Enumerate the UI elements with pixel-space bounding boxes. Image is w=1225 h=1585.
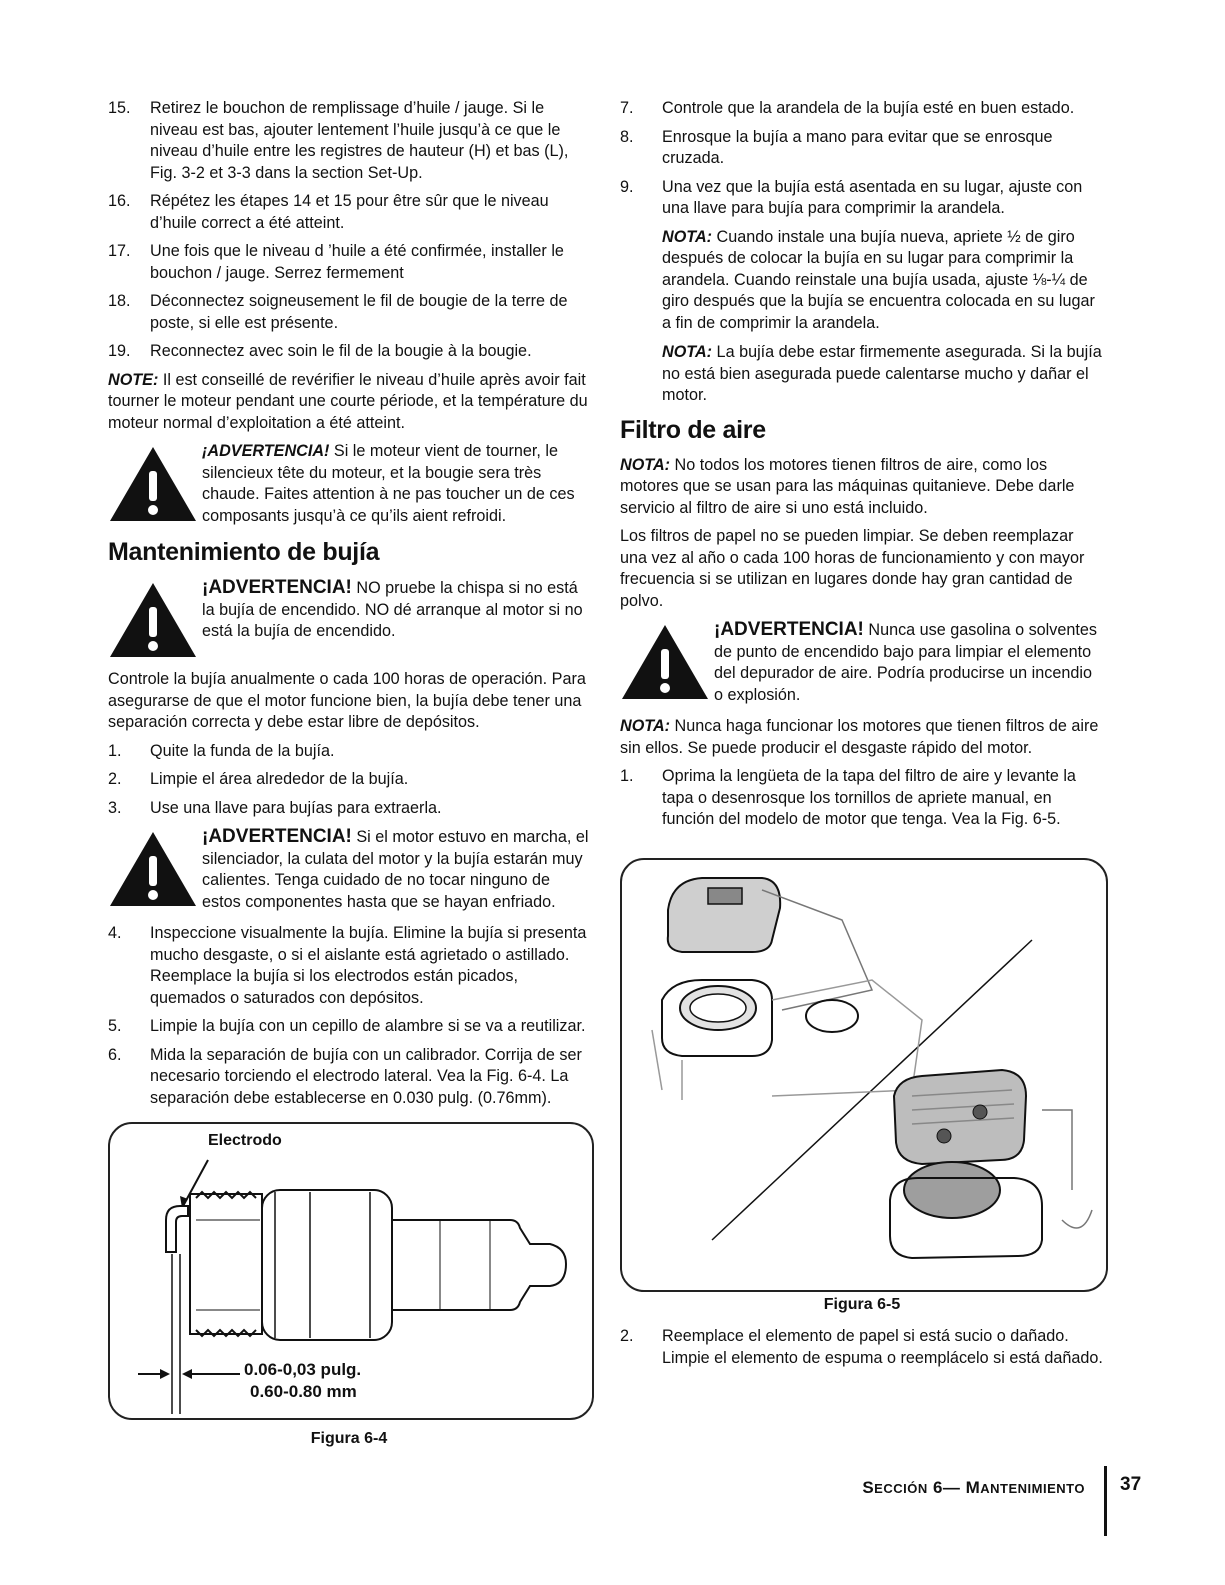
gap-label-inches: 0.06-0,03 pulg.	[244, 1360, 362, 1379]
item-text: Répétez les étapes 14 et 15 pour être sûr que le niveau d’huile correct a été atteint.	[150, 192, 549, 232]
gap-label-mm: 0.60-0.80 mm	[250, 1382, 357, 1401]
note-paragraph	[662, 342, 1105, 407]
item-text: Inspeccione visualmente la bujía. Elimine la bujía si presenta mucho desgaste, o si el aislante está agrietado o astillado. Reemplace la bujía si los electrodos están picados, quemados o saturados con depósitos.	[150, 924, 587, 1007]
list-item	[620, 127, 1105, 170]
left-column	[108, 98, 590, 1116]
item-number: 2.	[620, 1327, 634, 1345]
warning-label: ¡ADVERTENCIA!	[202, 442, 330, 460]
item-number: 16.	[108, 192, 131, 210]
figure-caption: Figura 6-4	[310, 1430, 388, 1447]
item-number: 2.	[108, 770, 122, 788]
item-text: Limpie el área alrededor de la bujía.	[150, 770, 409, 788]
right-column-bottom	[620, 1326, 1105, 1376]
list-item	[620, 766, 1105, 831]
item-text: Controle que la arandela de la bujía esté en buen estado.	[662, 99, 1075, 117]
section-heading: Filtro de aire	[620, 415, 766, 444]
list-item	[108, 1016, 590, 1038]
item-number: 5.	[108, 1017, 122, 1035]
warning-triangle-icon	[108, 830, 198, 908]
item-number: 19.	[108, 342, 131, 360]
list-item	[108, 769, 590, 791]
note-text: La bujía debe estar firmemente asegurada. Si la bujía no está bien asegurada puede calentarse mucho y dañar el motor.	[662, 343, 1102, 404]
list-item	[108, 341, 590, 363]
warning-triangle-icon	[108, 581, 198, 659]
note-text: Il est conseillé de revérifier le niveau d’huile après avoir fait tourner le moteur pendant une courte période, et la température du moteur normal d’exploitation a été atteint.	[108, 370, 588, 432]
electrode-label: Electrodo	[208, 1132, 282, 1149]
item-text: Una vez que la bujía está asentada en su lugar, ajuste con una llave para bujía para comprimir la arandela.	[662, 177, 1083, 217]
list-item	[108, 1045, 590, 1110]
footer-part: S	[862, 1478, 875, 1497]
page-number: 37	[1120, 1474, 1142, 1495]
paragraph: Los filtros de papel no se pueden limpiar. Se deben reemplazar una vez al año o cada 100 horas de funcionamiento y con mayor frecuencia si se utilizan en lugares donde hay gran cantidad de polvo.	[620, 527, 1085, 610]
warning-label: ¡ADVERTENCIA!	[714, 619, 864, 640]
item-text: Reemplace el elemento de papel si está sucio o dañado. Limpie el elemento de espuma o reemplácelo si está dañado.	[662, 1327, 1103, 1367]
item-number: 7.	[620, 99, 634, 117]
right-column	[620, 98, 1105, 838]
item-number: 3.	[108, 798, 122, 817]
list-item	[620, 98, 1105, 120]
warning-text: Si el motor estuvo en marcha, el silenciador, la culata del motor y la bujía estarán muy calientes. Tenga cuidado de no tocar ninguno de estos componentes hasta que se hayan enfriado.	[202, 828, 589, 911]
section-footer	[862, 1478, 1085, 1498]
list-item	[108, 741, 590, 763]
warning-block	[108, 441, 590, 527]
note-label: NOTE:	[108, 370, 159, 389]
footer-part: ECCIÓN	[874, 1481, 928, 1496]
item-text: Limpie la bujía con un cepillo de alambre si se va a reutilizar.	[150, 1017, 586, 1035]
footer-part: ANTENIMIENTO	[980, 1481, 1085, 1496]
item-text: Mida la separación de bujía con un calibrador. Corrija de ser necesario torciendo el electrodo lateral. Vea la Fig. 6-4. La separación debe establecerse en 0.030 pulg. (0.76mm).	[150, 1045, 582, 1107]
warning-text: Nunca use gasolina o solventes de punto de encendido bajo para limpiar el elemento del depurador de aire. Podría producirse un incendio o explosión.	[714, 621, 1097, 704]
list-item	[108, 241, 590, 284]
item-text: Oprima la lengüeta de la tapa del filtro de aire y levante la tapa o desenrosque los tornillos de apriete manual, en función del modelo de motor que tenga. Vea la Fig. 6-5.	[662, 767, 1076, 828]
note-text: No todos los motores tienen filtros de aire, como los motores que se usan para las máquinas quitanieve. Debe darle servicio al filtro de aire si uno está incluido.	[620, 455, 1075, 517]
note-paragraph	[662, 227, 1105, 335]
warning-block	[108, 577, 590, 659]
figure-6-4-frame	[108, 1122, 594, 1420]
item-number: 8.	[620, 127, 634, 146]
warning-triangle-icon	[620, 623, 710, 701]
warning-block	[108, 826, 590, 913]
paragraph: Controle la bujía anualmente o cada 100 horas de operación. Para asegurarse de que el motor funcione bien, la bujía debe tener una separación correcta y debe estar libre de depósitos.	[108, 670, 586, 731]
section-heading: Mantenimiento de bujía	[108, 538, 380, 566]
warning-text: Si le moteur vient de tourner, le silencieux tête du moteur, et la bougie sera très chaude. Faites attention à ne pas toucher un de ces composants jusqu’à ce qu’ils aient refroidi.	[202, 442, 575, 525]
warning-label: ¡ADVERTENCIA!	[202, 826, 352, 847]
footer-divider	[1104, 1466, 1107, 1536]
warning-triangle-icon	[108, 445, 198, 523]
note-label: NOTA:	[620, 455, 671, 474]
note-paragraph	[620, 455, 1105, 520]
list-item	[108, 798, 590, 820]
item-number: 15.	[108, 99, 131, 117]
note-label: NOTA:	[620, 717, 671, 735]
item-number: 9.	[620, 177, 634, 196]
warning-label: ¡ADVERTENCIA!	[202, 577, 352, 598]
list-item	[108, 291, 590, 334]
note-text: Nunca haga funcionar los motores que tienen filtros de aire sin ellos. Se puede producir el desgaste rápido del motor.	[620, 717, 1099, 757]
item-text: Enrosque la bujía a mano para evitar que se enrosque cruzada.	[662, 127, 1053, 167]
air-filter-illustration	[622, 860, 1106, 1290]
item-text: Déconnectez soigneusement le fil de bougie de la terre de poste, si elle est présente.	[150, 292, 568, 332]
item-text: Retirez le bouchon de remplissage d’huile / jauge. Si le niveau est bas, ajouter lentement l’huile jusqu’à ce que le niveau d’huile entre les registres de hauteur (H) et bas (L), Fig. 3-2 et 3-3 dans la section Set-Up.	[150, 99, 569, 182]
note-paragraph	[620, 716, 1105, 759]
note-label: NOTA:	[662, 227, 713, 246]
item-number: 18.	[108, 292, 131, 310]
item-number: 1.	[620, 767, 634, 785]
item-text: Use una llave para bujías para extraerla.	[150, 798, 442, 817]
item-number: 17.	[108, 242, 131, 260]
note-text: Cuando instale una bujía nueva, apriete ½ de giro después de colocar la bujía en su lugar para comprimir la arandela. Cuando reinstale una bujía usada, ajuste ⅛-¼ de giro después que la bujía se encuentra colocada en su lugar a fin de comprimir la arandela.	[662, 227, 1095, 332]
figure-6-5-frame	[620, 858, 1108, 1292]
item-number: 6.	[108, 1045, 122, 1064]
warning-block	[620, 619, 1105, 706]
list-item	[108, 191, 590, 234]
item-number: 4.	[108, 924, 122, 942]
list-item	[620, 177, 1105, 220]
note-paragraph	[108, 370, 590, 435]
footer-part: 6— M	[927, 1478, 981, 1497]
figure-caption: Figura 6-5	[823, 1296, 901, 1313]
warning-text: NO pruebe la chispa si no está la bujía de encendido. NO dé arranque al motor si no está la bujía de encendido.	[202, 579, 583, 640]
item-text: Une fois que le niveau d ’huile a été confirmée, installer le bouchon / jauge. Serrez fermement	[150, 242, 564, 282]
item-text: Quite la funda de la bujía.	[150, 741, 335, 760]
list-item	[108, 923, 590, 1009]
list-item	[108, 98, 590, 184]
item-number: 1.	[108, 741, 122, 760]
item-text: Reconnectez avec soin le fil de la bougie à la bougie.	[150, 342, 532, 360]
list-item	[620, 1326, 1105, 1369]
note-label: NOTA:	[662, 343, 713, 361]
